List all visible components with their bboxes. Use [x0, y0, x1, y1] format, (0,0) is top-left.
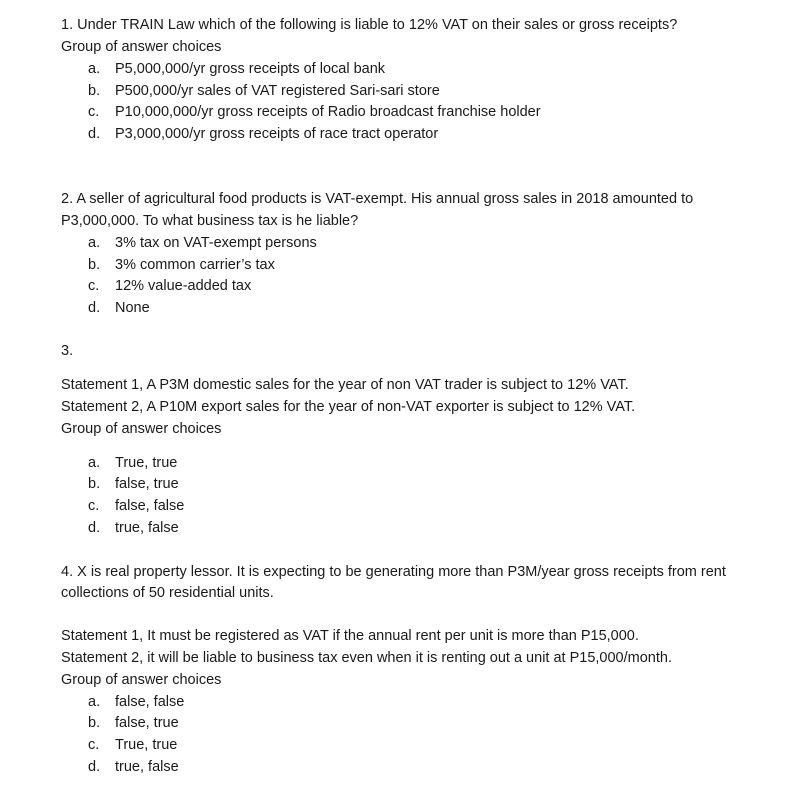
option-text: 3% common carrier’s tax [115, 257, 275, 273]
question-4-statement-1: Statement 1, It must be registered as VAT if the annual rent per unit is more than P15,000. [61, 628, 639, 644]
option-letter: c. [88, 104, 100, 120]
option-letter: b. [88, 476, 101, 492]
option-letter: d. [88, 759, 101, 775]
question-4-text-line-2: collections of 50 residential units. [61, 585, 274, 601]
question-4-option-c[interactable] [88, 735, 177, 755]
option-letter: b. [88, 83, 101, 99]
option-text: True, true [115, 455, 178, 471]
option-text: false, false [115, 498, 185, 514]
question-3-option-d[interactable] [88, 518, 179, 538]
option-letter: c. [88, 498, 100, 514]
option-letter: a. [88, 235, 101, 251]
question-2-option-b[interactable] [88, 255, 275, 275]
option-text: true, false [115, 520, 179, 536]
option-text: false, true [115, 715, 179, 731]
option-text: P10,000,000/yr gross receipts of Radio broadcast franchise holder [115, 104, 541, 120]
option-letter: d. [88, 126, 101, 142]
question-3-group-label: Group of answer choices [61, 421, 222, 437]
question-1-text: 1. Under TRAIN Law which of the following is liable to 12% VAT on their sales or gross receipts? [61, 17, 678, 33]
option-text: True, true [115, 737, 178, 753]
option-letter: d. [88, 520, 101, 536]
question-1-option-c[interactable] [88, 102, 541, 122]
question-3-number: 3. [61, 343, 74, 359]
question-4-option-a[interactable] [88, 692, 184, 712]
question-3-option-a[interactable] [88, 453, 177, 473]
option-letter: b. [88, 715, 101, 731]
question-3-option-b[interactable] [88, 474, 179, 494]
question-4-statement-2: Statement 2, it will be liable to business tax even when it is renting out a unit at P15,000/month. [61, 650, 672, 666]
option-text: false, false [115, 694, 185, 710]
option-text: 3% tax on VAT-exempt persons [115, 235, 317, 251]
option-text: true, false [115, 759, 179, 775]
option-text: 12% value-added tax [115, 278, 252, 294]
question-3-statement-2: Statement 2, A P10M export sales for the year of non-VAT exporter is subject to 12% VAT. [61, 399, 636, 415]
option-text: false, true [115, 476, 179, 492]
question-3-option-c[interactable] [88, 496, 184, 516]
question-2-option-a[interactable] [88, 233, 317, 253]
question-2-option-c[interactable] [88, 276, 251, 296]
option-letter: a. [88, 694, 101, 710]
option-letter: c. [88, 737, 100, 753]
option-letter: d. [88, 300, 101, 316]
option-text: None [115, 300, 150, 316]
question-4-text-line-1: 4. X is real property lessor. It is expecting to be generating more than P3M/year gross receipts from rent [61, 564, 726, 580]
question-1-group-label: Group of answer choices [61, 39, 222, 55]
option-letter: a. [88, 455, 101, 471]
question-3-statement-1: Statement 1, A P3M domestic sales for the year of non VAT trader is subject to 12% VAT. [61, 377, 629, 393]
question-2-option-d[interactable] [88, 298, 150, 318]
question-4-option-b[interactable] [88, 713, 179, 733]
question-4-group-label: Group of answer choices [61, 672, 222, 688]
question-2-text-line-1: 2. A seller of agricultural food products is VAT-exempt. His annual gross sales in 2018 amounted to [61, 191, 694, 207]
option-text: P3,000,000/yr gross receipts of race tract operator [115, 126, 439, 142]
question-1-option-d[interactable] [88, 124, 438, 144]
option-text: P500,000/yr sales of VAT registered Sari-sari store [115, 83, 440, 99]
option-letter: a. [88, 61, 101, 77]
question-4-option-d[interactable] [88, 757, 179, 777]
question-1-option-a[interactable] [88, 59, 385, 79]
option-letter: b. [88, 257, 101, 273]
option-letter: c. [88, 278, 100, 294]
question-2-text-line-2: P3,000,000. To what business tax is he liable? [61, 213, 359, 229]
option-text: P5,000,000/yr gross receipts of local bank [115, 61, 386, 77]
question-1-option-b[interactable] [88, 81, 440, 101]
